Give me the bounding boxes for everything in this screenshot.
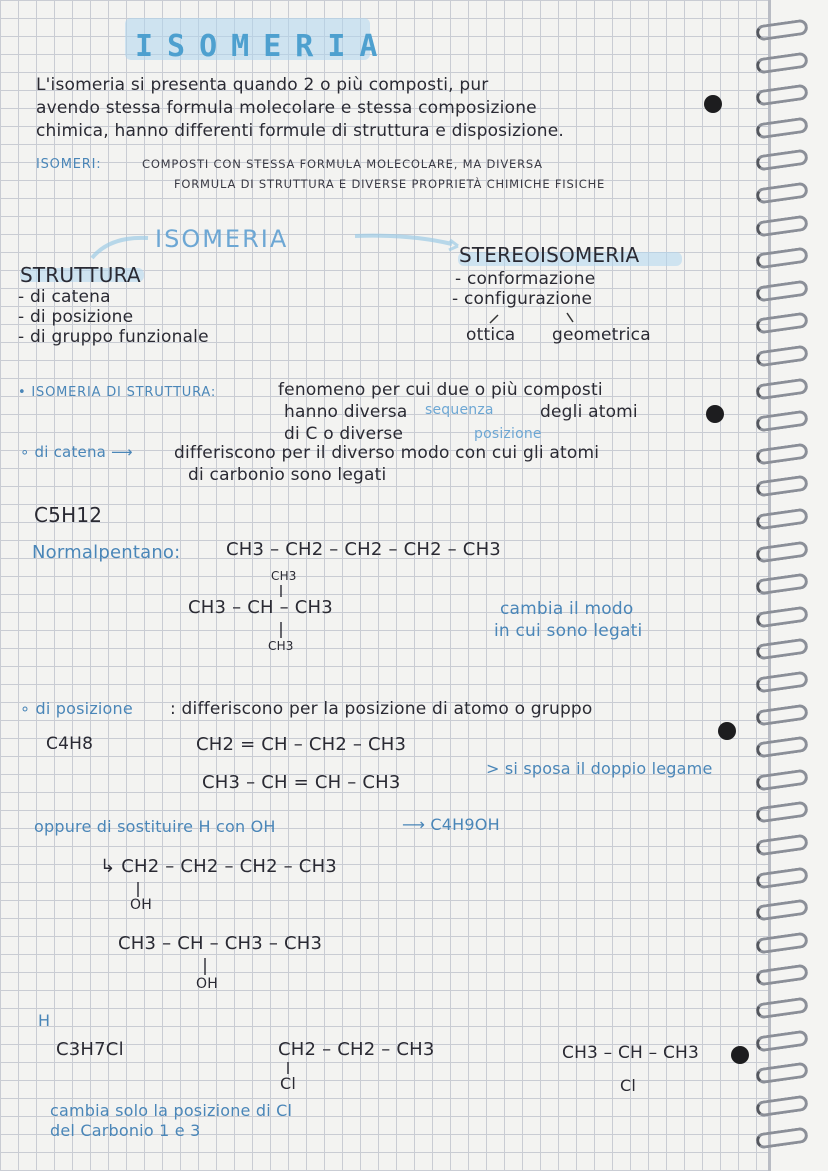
halide-note-2: del Carbonio 1 e 3 (50, 1121, 201, 1140)
struttura-text-2b: sequenza (425, 402, 494, 418)
catena-line-2: di carbonio sono legati (188, 465, 387, 485)
halide-chain-1: CH2 – CH2 – CH3 (278, 1039, 435, 1060)
oppure-text: oppure di sostituire H con OH (34, 817, 276, 836)
struttura-text-2c: degli atomi (540, 402, 638, 422)
catena-note-1: cambia il modo (500, 599, 634, 619)
definition-label: ISOMERI: (36, 157, 102, 172)
config-child-1: ottica (466, 325, 516, 345)
halide-note-1: cambia solo la posizione di Cl (50, 1101, 293, 1120)
catena-note-2: in cui sono legati (494, 621, 643, 641)
posizione-formula: C4H8 (46, 734, 94, 754)
intro-line-2: avendo stessa formula molecolare e stessa composizione (36, 98, 537, 118)
stereo-title: STEREOISOMERIA (459, 243, 640, 267)
posizione-label: ∘ di posizione (20, 699, 133, 718)
struttura-text-2a: hanno diversa (284, 402, 408, 422)
struttura-item-1: - di catena (18, 287, 111, 307)
catena-name: Normalpentano: (32, 542, 181, 563)
halide-h: H (38, 1011, 51, 1030)
struttura-label: • ISOMERIA DI STRUTTURA: (18, 385, 217, 400)
stereo-item-1: - conformazione (455, 269, 596, 289)
catena-branch-bottom: CH3 (268, 639, 294, 653)
posizione-oh-2: OH (196, 976, 218, 992)
halide-chain-2: CH3 – CH – CH3 (562, 1043, 700, 1063)
halide-formula: C3H7Cl (56, 1039, 124, 1060)
catena-chain-1: CH3 – CH2 – CH2 – CH2 – CH3 (226, 539, 501, 560)
config-child-2: geometrica (552, 325, 651, 345)
struttura-item-2: - di posizione (18, 307, 134, 327)
struttura-text-3b: posizione (474, 426, 542, 442)
posizione-text: : differiscono per la posizione di atomo o gruppo (170, 699, 593, 719)
posizione-oh-1: OH (130, 897, 152, 913)
posizione-note: > si sposa il doppio legame (486, 759, 713, 778)
page-title: ISOMERIA (135, 29, 392, 64)
intro-line-1: L'isomeria si presenta quando 2 o più composti, pur (36, 75, 489, 95)
scheme-center: ISOMERIA (155, 225, 289, 253)
halide-cl-2: Cl (620, 1076, 637, 1095)
oppure-arrow: ⟶ C4H9OH (402, 815, 500, 834)
struttura-item-3: - di gruppo funzionale (18, 327, 209, 347)
posizione-chain-2: CH3 – CH = CH – CH3 (202, 772, 401, 793)
posizione-chain-1: CH2 = CH – CH2 – CH3 (196, 734, 407, 755)
stereo-item-2: - configurazione (452, 289, 593, 309)
posizione-chain-3: ↳ CH2 – CH2 – CH2 – CH3 (100, 856, 337, 877)
struttura-text-1: fenomeno per cui due o più composti (278, 380, 603, 400)
catena-label: ∘ di catena ⟶ (20, 443, 133, 461)
struttura-title: STRUTTURA (20, 263, 141, 287)
intro-line-3: chimica, hanno differenti formule di struttura e disposizione. (36, 121, 565, 141)
catena-line-1: differiscono per il diverso modo con cui gli atomi (174, 443, 600, 463)
catena-formula: C5H12 (34, 503, 103, 527)
struttura-text-3a: di C o diverse (284, 424, 404, 444)
halide-cl-1: Cl (280, 1074, 297, 1093)
definition-line-1: COMPOSTI CON STESSA FORMULA MOLECOLARE, MA DIVERSA (142, 157, 543, 171)
posizione-chain-4: CH3 – CH – CH3 – CH3 (118, 933, 323, 954)
catena-branch-top: CH3 (271, 569, 297, 583)
definition-line-2: FORMULA DI STRUTTURA E DIVERSE PROPRIETÀ CHIMICHE FISICHE (174, 177, 606, 191)
catena-chain-2: CH3 – CH – CH3 (188, 597, 333, 618)
